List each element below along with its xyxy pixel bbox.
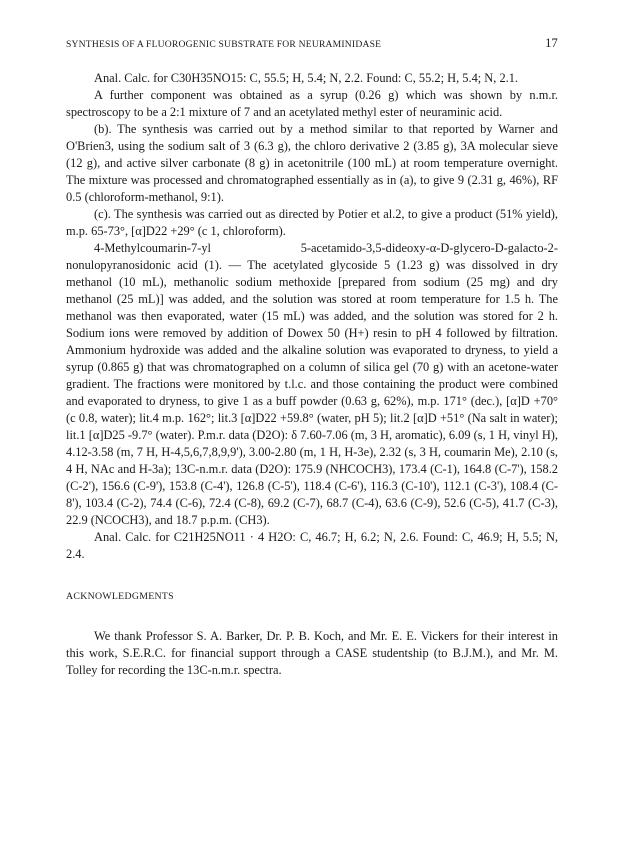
paragraph-analysis-2: Anal. Calc. for C21H25NO11 · 4 H2O: C, 46.7; H, 6.2; N, 2.6. Found: C, 46.9; H, 5.5; N, 2.4. xyxy=(66,530,558,561)
section-heading: ACKNOWLEDGMENTS xyxy=(66,591,174,602)
paragraph-method-c: (c). The synthesis was carried out as directed by Potier et al.2, to give a product (51% yield), m.p. 65-73°, [α]D22 +29° (c 1, chloroform). xyxy=(66,207,558,238)
running-header xyxy=(66,36,558,51)
article-body xyxy=(66,70,558,563)
paragraph-analysis-1: Anal. Calc. for C30H35NO15: C, 55.5; H, 5.4; N, 2.2. Found: C, 55.2; H, 5.4; N, 2.1. xyxy=(94,71,519,85)
paragraph-further-component: A further component was obtained as a syrup (0.26 g) which was shown by n.m.r. spectroscopy to be a 2:1 mixture of 7 and an acetylated methyl ester of neuraminic acid. xyxy=(66,88,558,119)
running-title: SYNTHESIS OF A FLUOROGENIC SUBSTRATE FOR NEURAMINIDASE xyxy=(66,39,382,50)
paragraph-compound-1: 4-Methylcoumarin-7-yl 5-acetamido-3,5-dideoxy-α-D-glycero-D-galacto-2-nonulopyranosidonic acid (1). — The acetylated glycoside 5 (1.23 g) was dissolved in dry methanol (10 mL), methanolic sodium methoxide [prepared from sodium (25 mg) and dry methanol (25 mL)] was added, and the solution was stored at room temperature for 1.5 h. The methanol was then evaporated, water (15 mL) was added, and the solution was stored for 2 h. Sodium ions were removed by addition of Dowex 50 (H+) resin to pH 4 followed by filtration. Ammonium hydroxide was added and the alkaline solution was evaporated to dryness, to yield a syrup (0.865 g) that was chromatographed on a column of silica gel (70 g) with an acetone-water gradient. The fractions were monitored by t.l.c. and those containing the product were combined and evaporated to dryness, to give 1 as a buff powder (0.63 g, 62%), m.p. 171° (dec.), [α]D +70° (c 0.8, water); lit.4 m.p. 162°; lit.3 [α]D22 +59.8° (water, pH 5); lit.2 [α]D +51° (Na salt in water); lit.1 [α]D25 -9.7° (water). P.m.r. data (D2O): δ 7.60-7.06 (m, 3 H, aromatic), 6.09 (s, 1 H, vinyl H), 4.12-3.58 (m, 7 H, H-4,5,6,7,8,9,9'), 3.00-2.80 (m, 1 H, H-3e), 2.32 (s, 3 H, coumarin Me), 2.10 (s, 4 H, NAc and H-3a); 13C-n.m.r. data (D2O): 175.9 (NHCOCH3), 173.4 (C-1), 164.8 (C-7'), 158.2 (C-2'), 156.6 (C-9'), 153.8 (C-4'), 126.8 (C-5'), 118.4 (C-6'), 116.3 (C-10'), 112.1 (C-3'), 108.4 (C-8'), 103.4 (C-2), 74.4 (C-6), 72.4 (C-8), 69.2 (C-7), 68.7 (C-4), 63.6 (C-9), 52.6 (C-5), 41.7 (C-3), 22.9 (NCOCH3), and 18.7 p.p.m. (CH3). xyxy=(66,241,558,527)
paragraph-method-b: (b). The synthesis was carried out by a method similar to that reported by Warner and O'Brien3, using the sodium salt of 3 (6.3 g), the chloro derivative 2 (3.85 g), 3A molecular sieve (12 g), and active silver carbonate (8 g) in acetonitrile (100 mL) at room temperature overnight. The mixture was processed and chromatographed essentially as in (a), to give 9 (2.31 g, 46%), RF 0.5 (chloroform-methanol, 9:1). xyxy=(66,122,558,204)
page-number: 17 xyxy=(545,36,558,50)
acknowledgment-text: We thank Professor S. A. Barker, Dr. P. B. Koch, and Mr. E. E. Vickers for their interest in this work, S.E.R.C. for financial support through a CASE studentship (to B.J.M.), and Mr. M. Tolley for recording the 13C-n.m.r. spectra. xyxy=(66,629,558,677)
page xyxy=(66,22,558,679)
acknowledgment-section xyxy=(66,628,558,679)
